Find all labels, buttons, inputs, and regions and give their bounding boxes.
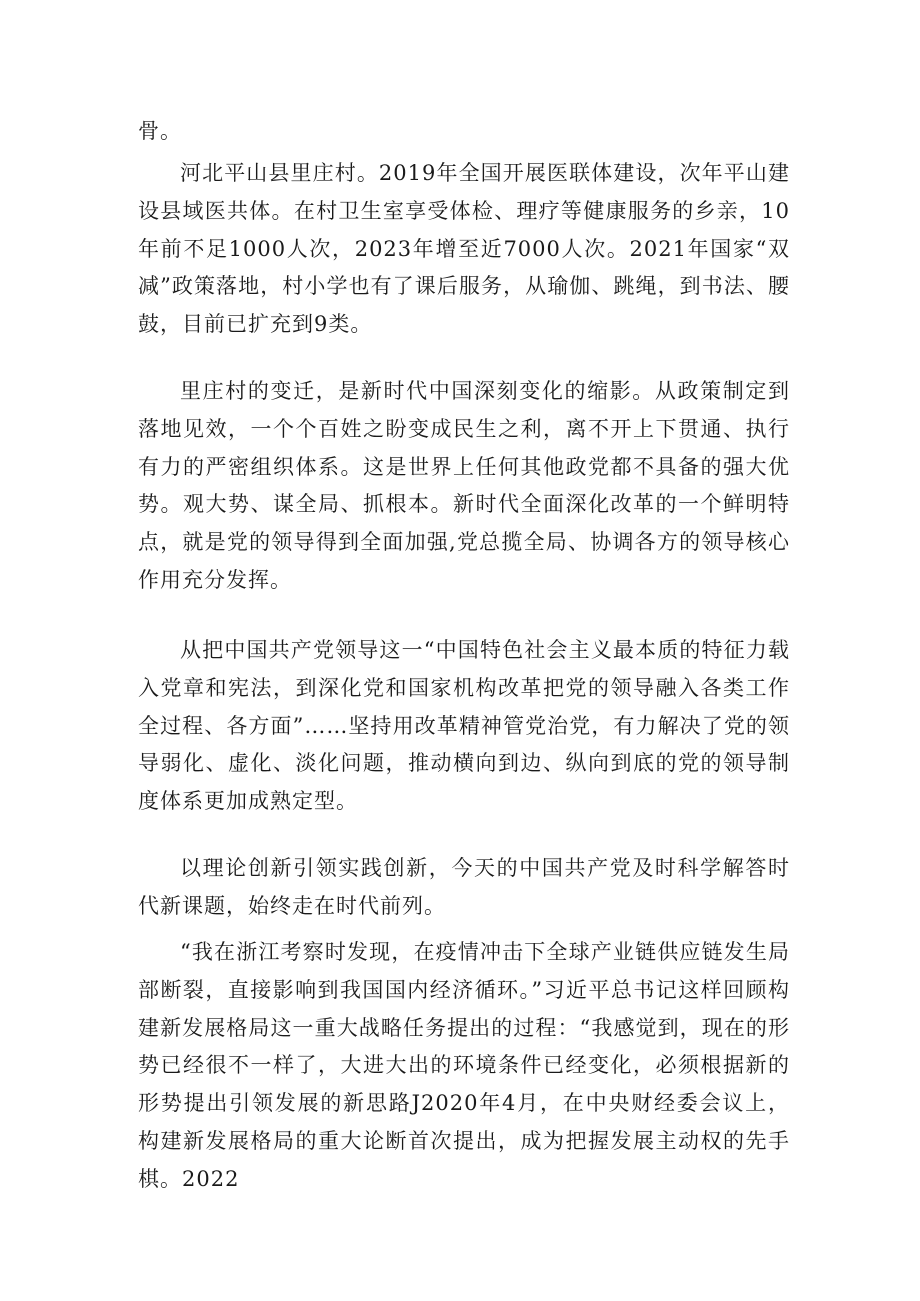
paragraph-party-leadership: 从把中国共产党领导这一“中国特色社会主义最本质的特征力载入党章和宪法，到深化党和国家机构改革把党的领导融入各类工作全过程、各方面”……坚持用改革精神管党治党，有力解决了党的领导弱化、虚化、淡化问题，推动横向到边、纵向到底的党的领导制度体系更加成熟定型。: [138, 638, 790, 814]
paragraph-zhejiang-inspection: “我在浙江考察时发现，在疫情冲击下全球产业链供应链发生局部断裂，直接影响到我国国内经济循环。”习近平总书记这样回顾构建新发展格局这一重大战略任务提出的过程：“我感觉到，现在的形势已经很不一样了，大进大出的环境条件已经变化，必须根据新的形势提出引领发展的新思路J2020年4月，在中央财经委会议上，构建新发展格局的重大论断首次提出，成为把握发展主动权的先手棋。2022: [138, 940, 790, 1191]
paragraph-continuation: 骨。: [138, 119, 182, 143]
paragraph-theory-innovation: 以理论创新引领实践创新，今天的中国共产党及时科学解答时代新课题，始终走在时代前列。: [138, 856, 790, 918]
paragraph-village-changes: 里庄村的变迁，是新时代中国深刻变化的缩影。从政策制定到落地见效，一个个百姓之盼变成民生之利，离不开上下贯通、执行有力的严密组织体系。这是世界上任何其他政党都不具备的强大优势。观大势、谋全局、抓根本。新时代全面深化改革的一个鲜明特点，就是党的领导得到全面加强,党总揽全局、协调各方的领导核心作用充分发挥。: [138, 379, 790, 592]
paragraph-lizhuang-village: 河北平山县里庄村。2019年全国开展医联体建设，次年平山建设县域医共体。在村卫生室享受体检、理疗等健康服务的乡亲，10年前不足1000人次，2023年增至近7000人次。2021年国家“双减”政策落地，村小学也有了课后服务，从瑜伽、跳绳，到书法、腰鼓，目前已扩充到9类。: [138, 161, 790, 337]
